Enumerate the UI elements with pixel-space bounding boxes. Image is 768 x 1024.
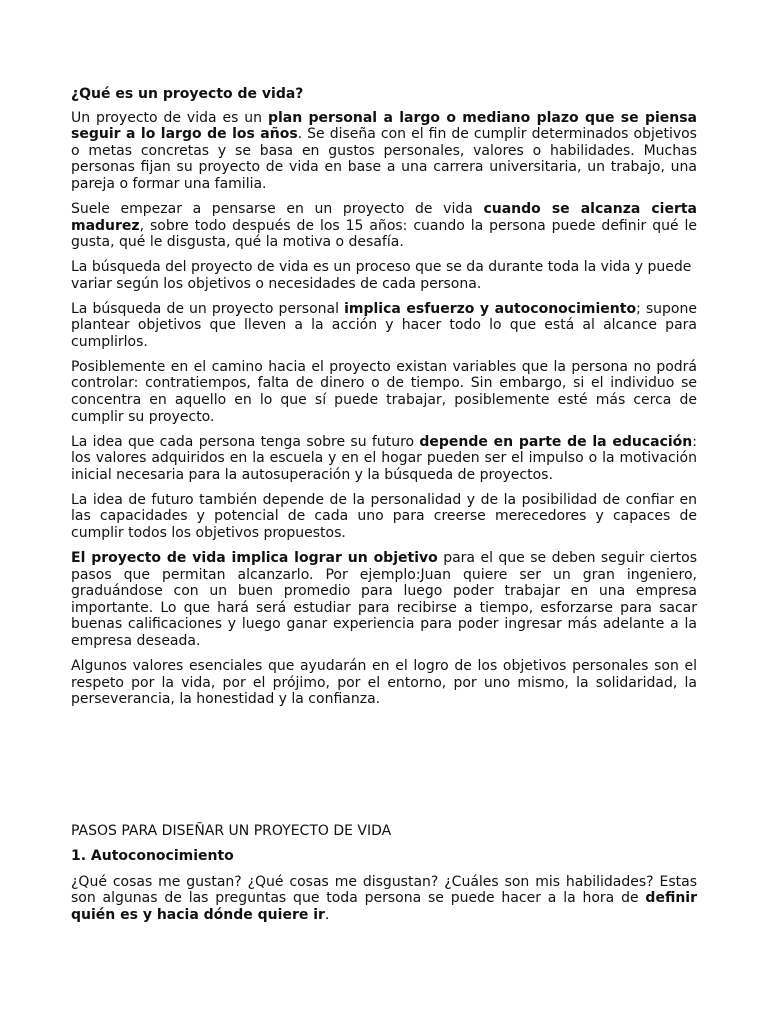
paragraph-valores: [71, 658, 697, 708]
document-body: [71, 86, 697, 716]
document-title: [71, 86, 697, 103]
paragraph-bold-text: cuando se alcanza cierta madurez: [71, 200, 697, 234]
paragraph-text: . Se diseña con el fin de cumplir determinados objetivos o metas concretas y se basa en gustos personales, valores o habilidades. Muchas personas fijan su proyecto de vida en base a una carrera universitaria, un trabajo, una pareja o formar una familia.: [71, 126, 697, 192]
paragraph-text: Algunos valores esenciales que ayudarán en el logro de los objetivos personales son el respeto por la vida, por el prójimo, por el entorno, por uno mismo, la solidaridad, la perseverancia, la honestidad y la confianza.: [71, 657, 697, 708]
step-title-text: 1. Autoconocimiento: [71, 848, 234, 865]
paragraph-text: La idea de futuro también depende de la personalidad y de la posibilidad de confiar en las capacidades y potencial de cada uno para creerse merecedores y capaces de cumplir todos los objetivos propuestos.: [71, 491, 697, 541]
paragraph-text: Posiblemente en el camino hacia el proyecto existan variables que la persona no podrá controlar: contratiempos, falta de dinero o de tiempo. Sin embargo, si el individuo se concentra en aquello en lo que sí puede trabajar, posiblemente esté más cerca de cumplir su proyecto.: [71, 358, 697, 425]
paragraph-text: Suele empezar a pensarse en un proyecto de vida: [71, 200, 484, 217]
paragraph-variables: [71, 359, 697, 425]
paragraph-bold-text: El proyecto de vida implica lograr un objetivo: [71, 549, 438, 566]
paragraph-text: La búsqueda de un proyecto personal: [71, 300, 345, 317]
paragraph-text: ; supone plantear objetivos que lleven a la acción y hacer todo lo que está al alcance para cumplirlos.: [71, 300, 697, 350]
paragraph-text: , sobre todo después de los 15 años: cuando la persona puede definir qué le gusta, qué le disgusta, qué la motiva o desafía.: [71, 217, 697, 251]
steps-section: [71, 823, 697, 932]
section-heading: [71, 823, 697, 840]
paragraph-definition: [71, 110, 697, 193]
paragraph-text: para el que se deben seguir ciertos pasos que permitan alcanzarlo. Por ejemplo:Juan quiere ser un gran ingeniero, graduándose con un buen promedio para luego poder trabajar en una empresa importante. Lo que hará será estudiar para recibirse a tiempo, esforzarse para sacar buenas calificaciones y luego ganar experiencia para poder ingresar más adelante a la empresa deseada.: [71, 549, 697, 649]
paragraph-esfuerzo: [71, 301, 697, 351]
paragraph-bold-text: depende en parte de la educación: [419, 433, 693, 450]
paragraph-objetivo: [71, 550, 697, 650]
paragraph-educacion: [71, 434, 697, 484]
paragraph-text: ¿Qué cosas me gustan? ¿Qué cosas me disgustan? ¿Cuáles son mis habilidades? Estas son algunas de las preguntas que toda persona se puede hacer a la hora de: [71, 873, 697, 907]
step-1-title: [71, 848, 697, 865]
paragraph-text: : los valores adquiridos en la escuela y en el hogar pueden ser el impulso o la motivación inicial necesaria para la autosuperación y la búsqueda de proyectos.: [71, 433, 697, 483]
section-heading-text: PASOS PARA DISEÑAR UN PROYECTO DE VIDA: [71, 823, 392, 839]
paragraph-text: .: [324, 906, 330, 923]
step-1-paragraph: [71, 874, 697, 924]
paragraph-text: Un proyecto de vida es un: [71, 109, 268, 126]
paragraph-bold-text: implica esfuerzo y autoconocimiento: [344, 300, 637, 317]
paragraph-busqueda: [71, 259, 697, 292]
paragraph-bold-text: plan personal a largo o mediano plazo que se piensa seguir a lo largo de los años: [71, 109, 698, 143]
paragraph-text: La idea que cada persona tenga sobre su futuro: [71, 433, 420, 450]
paragraph-bold-text: definir quién es y hacia dónde quiere ir: [71, 890, 697, 923]
paragraph-futuro: [71, 492, 697, 542]
paragraph-text: La búsqueda del proyecto de vida es un proceso que se da durante toda la vida y puede variar según los objetivos o necesidades de cada persona.: [71, 259, 692, 292]
paragraph-madurez: [71, 201, 697, 251]
title-text: ¿Qué es un proyecto de vida?: [71, 86, 304, 102]
